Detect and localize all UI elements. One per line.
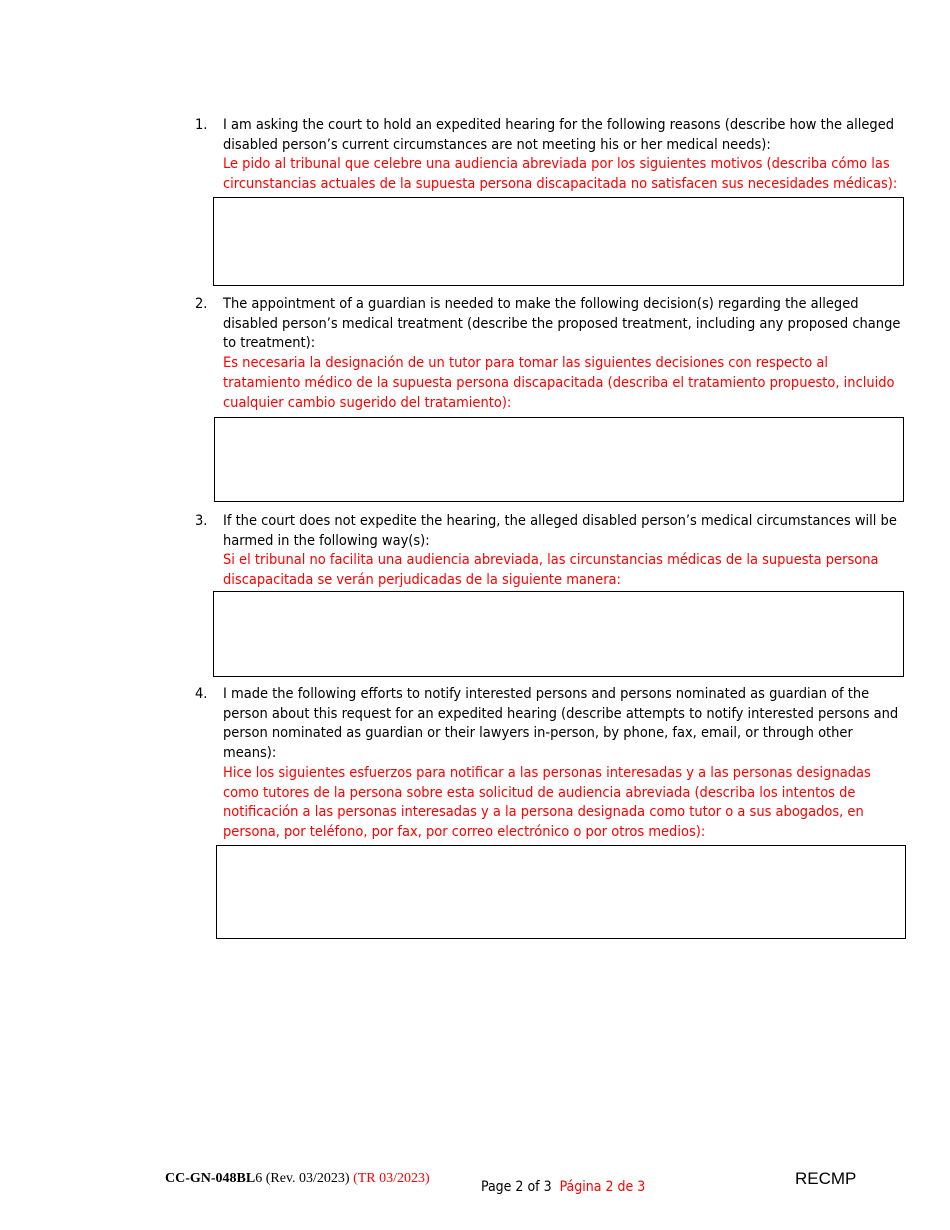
item-text-spanish: Hice los siguientes esfuerzos para notificar a las personas interesadas y a las personas designadas como tutores de la persona sobre esta solicitud de audiencia abreviada (describa los intentos de notificación a las personas interesadas y a la persona designada como tutor o a sus abogados, en persona, por teléfono, por fax, por correo electrónico o por otros medios): bbox=[223, 764, 871, 840]
page-number bbox=[481, 1179, 645, 1195]
form-code-suffix: 6 bbox=[255, 1171, 263, 1186]
item-text-spanish: Es necesaria la designación de un tutor para tomar las siguientes decisiones con respecto al tratamiento médico de la supuesta persona discapacitada (describa el tratamiento propuesto, incluido cualquier cambio sugerido del tratamiento): bbox=[223, 355, 895, 411]
item-number: 1. bbox=[195, 117, 208, 133]
item-text-spanish: Si el tribunal no facilita una audiencia abreviada, las circunstancias médicas de la supuesta persona discapacitada se verán perjudicadas de la siguiente manera: bbox=[223, 552, 879, 589]
item-4 bbox=[195, 685, 907, 843]
page-number-english: Page 2 of 3 bbox=[481, 1179, 552, 1195]
item-1 bbox=[195, 116, 907, 195]
item-2 bbox=[195, 295, 907, 413]
item-number: 4. bbox=[195, 686, 208, 702]
form-code-id: CC-GN-048BL bbox=[165, 1171, 256, 1186]
item-number: 3. bbox=[195, 513, 208, 529]
item-3 bbox=[195, 512, 907, 591]
item-text-english: I am asking the court to hold an expedited hearing for the following reasons (describe how the alleged disabled person’s current circumstances are not meeting his or her medical needs): bbox=[223, 117, 895, 153]
item-number: 2. bbox=[195, 296, 208, 312]
page-number-spanish: Página 2 de 3 bbox=[559, 1179, 646, 1195]
form-revision: (Rev. 03/2023) bbox=[265, 1171, 350, 1186]
response-box-2[interactable] bbox=[214, 417, 904, 502]
form-translation-date: (TR 03/2023) bbox=[353, 1171, 430, 1186]
response-box-3[interactable] bbox=[213, 591, 904, 677]
item-text-english: If the court does not expedite the hearing, the alleged disabled person’s medical circumstances will be harmed in the following way(s): bbox=[223, 513, 897, 549]
item-text-spanish: Le pido al tribunal que celebre una audiencia abreviada por los siguientes motivos (describa cómo las circunstancias actuales de la supuesta persona discapacitada no satisfacen sus necesidades médicas): bbox=[223, 156, 898, 193]
form-label-recmp: RECMP bbox=[795, 1169, 857, 1188]
response-box-1[interactable] bbox=[213, 197, 904, 286]
item-text-english: I made the following efforts to notify interested persons and persons nominated as guardian of the person about this request for an expedited hearing (describe attempts to notify interested persons and person nominated as guardian or their lawyers in-person, by phone, fax, email, or through other means): bbox=[223, 686, 899, 762]
item-text-english: The appointment of a guardian is needed to make the following decision(s) regarding the alleged disabled person’s medical treatment (describe the proposed treatment, including any proposed change to treatment): bbox=[223, 296, 901, 352]
response-box-4[interactable] bbox=[216, 845, 906, 939]
form-code bbox=[165, 1171, 430, 1187]
